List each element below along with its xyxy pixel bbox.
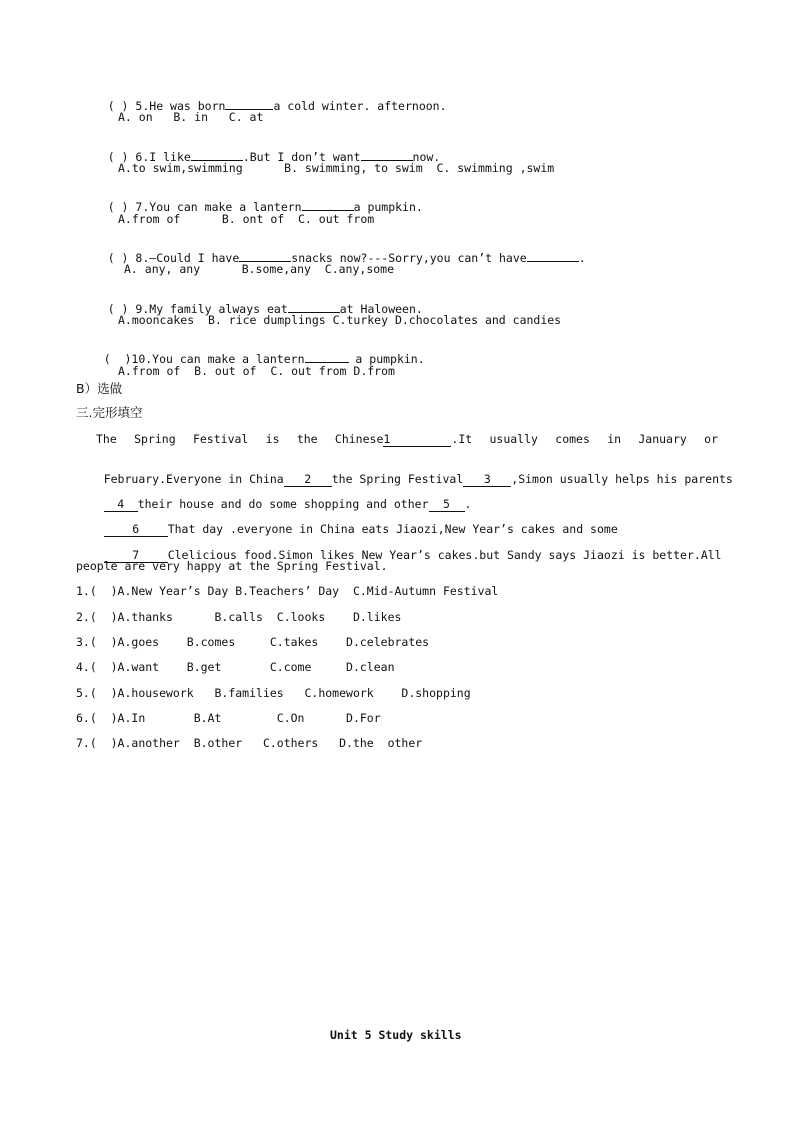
passage-text: That day .everyone in China eats Jiaozi,New Year’s cakes and some (167, 522, 618, 536)
cloze-blank-2[interactable]: 2 (284, 473, 332, 487)
answer-blank[interactable] (305, 362, 349, 363)
passage-text: .It usually comes in January or (451, 432, 718, 446)
cloze-question-number[interactable]: 3.( ) (76, 635, 118, 649)
cloze-blank-1[interactable]: 1 (383, 433, 451, 447)
passage-text: The Spring Festival is the Chinese (96, 432, 384, 446)
cloze-question-number[interactable]: 1.( ) (76, 584, 118, 598)
cloze-question-options: A.want B.get C.come D.clean (117, 660, 395, 674)
answer-paren[interactable]: ( ) (103, 352, 132, 366)
question-text: 5.He was born (135, 99, 226, 113)
cloze-question-options: A.thanks B.calls C.looks D.likes (117, 610, 402, 624)
cloze-blank-5[interactable]: 5 (429, 498, 465, 512)
cloze-question-4 (76, 660, 395, 674)
page-footer-title: Unit 5 Study skills (330, 1028, 462, 1042)
answer-paren[interactable]: ( ) (107, 251, 129, 265)
question-text: snacks now?---Sorry,you can’t have (291, 251, 527, 265)
passage-text: their house and do some shopping and other (137, 497, 429, 511)
cloze-question-5 (76, 686, 471, 700)
question-text: a pumpkin. (353, 200, 423, 214)
cloze-question-number[interactable]: 7.( ) (76, 736, 118, 750)
passage-line-1 (96, 432, 718, 447)
question-text: 10.You can make a lantern (131, 352, 305, 366)
cloze-question-options: A.housework B.families C.homework D.shopping (117, 686, 471, 700)
question-text: 6.I like (135, 150, 191, 164)
question-8-options: A. any, any B.some,any C.any,some (124, 262, 395, 276)
cloze-blank-7[interactable]: 7 (104, 549, 168, 563)
question-text: a pumpkin. (348, 352, 425, 366)
answer-blank[interactable] (302, 210, 354, 211)
cloze-blank-6[interactable]: 6 (104, 523, 168, 537)
passage-text: February.Everyone in China (103, 472, 284, 486)
cloze-blank-3[interactable]: 3 (463, 473, 511, 487)
question-text: .But I don’t want (242, 150, 361, 164)
question-text: at Haloween. (339, 302, 423, 316)
question-10-options: A.from of B. out of C. out from D.from (118, 364, 395, 378)
cloze-question-options: A.New Year’s Day B.Teachers’ Day C.Mid-Autumn Festival (117, 584, 499, 598)
question-6-options: A.to swim,swimming B. swimming, to swim C. swimming ,swim (118, 161, 555, 175)
cloze-question-number[interactable]: 5.( ) (76, 686, 118, 700)
answer-paren[interactable]: ( ) (107, 150, 129, 164)
cloze-blank-4[interactable]: 4 (104, 498, 138, 512)
cloze-question-number[interactable]: 2.( ) (76, 610, 118, 624)
answer-paren[interactable]: ( ) (107, 302, 129, 316)
cloze-question-7 (76, 736, 422, 750)
question-text: 8.—Could I have (135, 251, 240, 265)
cloze-question-3 (76, 635, 429, 649)
question-9-options: A.mooncakes B. rice dumplings C.turkey D.chocolates and candies (118, 313, 562, 327)
question-text: 7.You can make a lantern (135, 200, 302, 214)
cloze-question-number[interactable]: 6.( ) (76, 711, 118, 725)
passage-text: . (464, 497, 472, 511)
cloze-question-2 (76, 610, 401, 624)
question-7-options: A.from of B. ont of C. out from (118, 212, 375, 226)
cloze-question-options: A.goes B.comes C.takes D.celebrates (117, 635, 430, 649)
passage-text: Clelicious food.Simon likes New Year’s cakes.but Sandy says Jiaozi is better.All (167, 548, 722, 562)
question-5-options: A. on B. in C. at (118, 110, 264, 124)
cloze-question-options: A.In B.At C.On D.For (117, 711, 381, 725)
passage-line-6: people are very happy at the Spring Festival. (76, 559, 388, 573)
question-text: . (578, 251, 586, 265)
answer-paren[interactable]: ( ) (107, 200, 129, 214)
answer-paren[interactable]: ( ) (107, 99, 129, 113)
cloze-heading: 三.完形填空 (76, 405, 143, 420)
cloze-question-number[interactable]: 4.( ) (76, 660, 118, 674)
cloze-question-1 (76, 584, 498, 598)
cloze-question-options: A.another B.other C.others D.the other (117, 736, 423, 750)
passage-text: the Spring Festival (331, 472, 464, 486)
question-text: a cold winter. afternoon. (273, 99, 447, 113)
section-b-label: B）选做 (76, 381, 123, 396)
question-text: now. (412, 150, 441, 164)
cloze-question-6 (76, 711, 381, 725)
passage-text: ,Simon usually helps his parents (511, 472, 733, 486)
question-text: 9.My family always eat (135, 302, 288, 316)
answer-blank[interactable] (527, 261, 579, 262)
